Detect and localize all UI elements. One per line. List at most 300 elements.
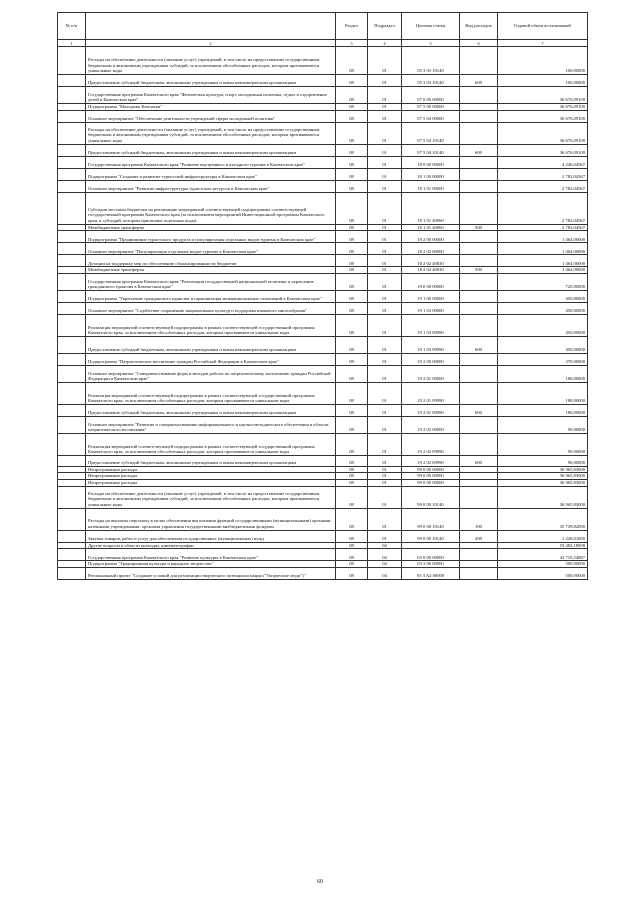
row-sum-cell: 36 676,09100 bbox=[498, 87, 588, 104]
row-csr-cell: 03 3 00 00000 bbox=[402, 561, 460, 568]
row-vr-cell bbox=[460, 353, 498, 365]
row-vr-cell bbox=[460, 290, 498, 302]
row-name-cell: Непрограммные расходы bbox=[86, 473, 336, 480]
row-sum-cell: 43 716,54887 bbox=[498, 549, 588, 561]
row-name-cell: Субсидии местным бюджетам на реализацию мероприятий соответствующей подпрограммы соответствующей государственной программы Камчатского края (за исключением мероприятий Инвестиционной программы Камчатского края, и субсидий, которым присвоены отдельные коды) bbox=[86, 192, 336, 224]
row-podrazdel-cell: 01 bbox=[368, 530, 402, 542]
row-sum-cell: 90,00000 bbox=[498, 455, 588, 466]
row-name-cell: Подпрограмма "Патриотическое воспитание граждан Российской Федерации в Камчатском крае" bbox=[86, 353, 336, 365]
header-podrazdel: Подраздел bbox=[368, 13, 402, 40]
row-csr-cell: 07 0 00 00000 bbox=[402, 87, 460, 104]
row-csr-cell bbox=[402, 542, 460, 549]
row-name-cell: Реализация мероприятий соответствующей подпрограммы в рамках соответствующей государственной программы Камчатского края, за исключением обособленных расходов, которым присваиваются уникальные коды bbox=[86, 314, 336, 336]
row-sum-cell: 2 782,04567 bbox=[498, 168, 588, 180]
col-number: 4 bbox=[368, 40, 402, 47]
header-row bbox=[58, 13, 588, 40]
row-podrazdel-cell: 01 bbox=[368, 255, 402, 267]
row-name-cell: Региональный проект "Создание условий для реализации творческого потенциала нации ("Творческие люди")" bbox=[86, 567, 336, 579]
row-num-cell bbox=[58, 231, 86, 243]
table-row bbox=[58, 224, 588, 231]
row-name-cell: Реализация мероприятий соответствующей подпрограммы в рамках соответствующей государственной программы Камчатского края, за исключением обособленных расходов, которым присваиваются уникальные коды bbox=[86, 382, 336, 404]
budget-table-sheet bbox=[57, 12, 587, 580]
row-vr-cell: 600 bbox=[460, 144, 498, 156]
row-csr-cell: 99 0 00 00000 bbox=[402, 473, 460, 480]
row-podrazdel-cell: 01 bbox=[368, 486, 402, 508]
row-razdel-cell: 08 bbox=[336, 353, 368, 365]
row-name-cell: Подпрограмма "Традиционная культура и народное творчество" bbox=[86, 561, 336, 568]
row-sum-cell: 2 782,04567 bbox=[498, 224, 588, 231]
row-sum-cell: 36 676,09100 bbox=[498, 122, 588, 144]
table-row bbox=[58, 486, 588, 508]
header-name bbox=[86, 13, 336, 40]
row-num-cell bbox=[58, 122, 86, 144]
row-csr-cell: 19 1 00 00000 bbox=[402, 290, 460, 302]
row-podrazdel-cell: 01 bbox=[368, 104, 402, 111]
table-row bbox=[58, 508, 588, 530]
row-vr-cell bbox=[460, 255, 498, 267]
table-row bbox=[58, 156, 588, 168]
row-podrazdel-cell: 01 bbox=[368, 479, 402, 486]
row-razdel-cell: 08 bbox=[336, 87, 368, 104]
row-vr-cell: 600 bbox=[460, 75, 498, 87]
row-vr-cell bbox=[460, 473, 498, 480]
row-vr-cell bbox=[460, 314, 498, 336]
table-row bbox=[58, 365, 588, 382]
table-row bbox=[58, 273, 588, 290]
row-podrazdel-cell: 01 bbox=[368, 314, 402, 336]
row-sum-cell: 36 965,83000 bbox=[498, 479, 588, 486]
table-row bbox=[58, 255, 588, 267]
row-vr-cell: 200 bbox=[460, 530, 498, 542]
row-podrazdel-cell: 04 bbox=[368, 542, 402, 549]
table-row bbox=[58, 433, 588, 455]
row-podrazdel-cell: 01 bbox=[368, 75, 402, 87]
row-csr-cell: 18 1 01 00000 bbox=[402, 180, 460, 192]
row-csr-cell: 03 0 00 00000 bbox=[402, 549, 460, 561]
table-row bbox=[58, 530, 588, 542]
row-razdel-cell: 08 bbox=[336, 47, 368, 75]
row-razdel-cell: 08 bbox=[336, 365, 368, 382]
row-podrazdel-cell: 01 bbox=[368, 473, 402, 480]
table-row bbox=[58, 549, 588, 561]
row-vr-cell bbox=[460, 156, 498, 168]
row-razdel-cell: 08 bbox=[336, 336, 368, 353]
row-vr-cell bbox=[460, 416, 498, 433]
row-num-cell bbox=[58, 416, 86, 433]
row-vr-cell bbox=[460, 87, 498, 104]
row-razdel-cell: 08 bbox=[336, 508, 368, 530]
row-name-cell: Расходы на обеспечение деятельности (оказание услуг) учреждений, в том числе на предоставление государственным бюджетным и автономным учреждениям субсидий, за исключением обособленных расходов, которым присваиваются уникальные коды bbox=[86, 122, 336, 144]
row-sum-cell: 500,00000 bbox=[498, 567, 588, 579]
table-row bbox=[58, 561, 588, 568]
col-number: 7 bbox=[498, 40, 588, 47]
table-row bbox=[58, 479, 588, 486]
row-sum-cell: 36 965,83000 bbox=[498, 473, 588, 480]
row-num-cell bbox=[58, 267, 86, 274]
row-razdel-cell: 08 bbox=[336, 180, 368, 192]
row-sum-cell: 1 464,00000 bbox=[498, 243, 588, 255]
table-row bbox=[58, 144, 588, 156]
table-row bbox=[58, 542, 588, 549]
row-vr-cell: 500 bbox=[460, 267, 498, 274]
row-num-cell bbox=[58, 180, 86, 192]
row-vr-cell: 600 bbox=[460, 336, 498, 353]
row-sum-cell: 720,00000 bbox=[498, 273, 588, 290]
row-sum-cell: 36 965,83000 bbox=[498, 486, 588, 508]
table-row bbox=[58, 243, 588, 255]
row-name-cell: Межбюджетные трансферты bbox=[86, 224, 336, 231]
row-num-cell bbox=[58, 365, 86, 382]
row-num-cell bbox=[58, 382, 86, 404]
row-razdel-cell: 08 bbox=[336, 243, 368, 255]
table-row bbox=[58, 122, 588, 144]
row-num-cell bbox=[58, 479, 86, 486]
col-number: 1 bbox=[58, 40, 86, 47]
row-razdel-cell: 08 bbox=[336, 231, 368, 243]
row-csr-cell: 18 0 00 00000 bbox=[402, 156, 460, 168]
row-name-cell: Подпрограмма "Укрепление гражданского единства и гармонизация межнациональных отношений в Камчатском крае" bbox=[86, 290, 336, 302]
table-row bbox=[58, 180, 588, 192]
row-sum-cell: 4 246,04567 bbox=[498, 156, 588, 168]
table-row bbox=[58, 290, 588, 302]
row-vr-cell bbox=[460, 302, 498, 314]
row-podrazdel-cell: 01 bbox=[368, 243, 402, 255]
row-vr-cell bbox=[460, 243, 498, 255]
row-name-cell: Непрограммные расходы bbox=[86, 479, 336, 486]
row-vr-cell: 100 bbox=[460, 508, 498, 530]
row-name-cell: Основное мероприятие "Совершенствование форм и методов работы по патриотическому воспитанию граждан Российской Федерации в Камчатском крае" bbox=[86, 365, 336, 382]
row-razdel-cell: 08 bbox=[336, 224, 368, 231]
row-name-cell: Другие вопросы в области культуры, кинематографии bbox=[86, 542, 336, 549]
row-num-cell bbox=[58, 243, 86, 255]
table-row bbox=[58, 104, 588, 111]
col-number: 5 bbox=[402, 40, 460, 47]
row-vr-cell bbox=[460, 549, 498, 561]
row-name-cell: Основное мероприятие "Развитие инфраструктуры туристских ресурсов в Камчатском крае" bbox=[86, 180, 336, 192]
header-sum: Годовой объем ассигнований bbox=[498, 13, 588, 40]
table-row bbox=[58, 404, 588, 416]
row-razdel-cell: 08 bbox=[336, 168, 368, 180]
row-vr-cell bbox=[460, 433, 498, 455]
row-podrazdel-cell: 01 bbox=[368, 290, 402, 302]
header-csr: Целевая статья bbox=[402, 13, 460, 40]
table-row bbox=[58, 567, 588, 579]
row-name-cell: Расходы на обеспечение деятельности (оказание услуг) учреждений, в том числе на предоставление государственным бюджетным и автономным учреждениям субсидий, за исключением обособленных расходов, которым присваиваются уникальные коды bbox=[86, 47, 336, 75]
table-row bbox=[58, 192, 588, 224]
row-podrazdel-cell: 01 bbox=[368, 455, 402, 466]
table-row bbox=[58, 47, 588, 75]
row-razdel-cell: 08 bbox=[336, 455, 368, 466]
row-podrazdel-cell: 01 bbox=[368, 144, 402, 156]
row-csr-cell: 05 3 03 10140 bbox=[402, 47, 460, 75]
row-sum-cell: 270,00000 bbox=[498, 353, 588, 365]
table-row bbox=[58, 168, 588, 180]
row-csr-cell: 19 0 00 00000 bbox=[402, 273, 460, 290]
row-razdel-cell: 08 bbox=[336, 104, 368, 111]
row-csr-cell: 99 0 00 00000 bbox=[402, 479, 460, 486]
row-razdel-cell: 08 bbox=[336, 75, 368, 87]
table-row bbox=[58, 473, 588, 480]
row-vr-cell bbox=[460, 486, 498, 508]
row-csr-cell: 05 3 03 10140 bbox=[402, 75, 460, 87]
row-num-cell bbox=[58, 466, 86, 473]
row-sum-cell: 1 464,00000 bbox=[498, 231, 588, 243]
row-sum-cell: 90,00000 bbox=[498, 433, 588, 455]
row-name-cell: Подпрограмма "Продвижение туристского продукта и популяризация отдельных видов туризма в Камчатском крае" bbox=[86, 231, 336, 243]
row-sum-cell: 36 965,83000 bbox=[498, 466, 588, 473]
row-num-cell bbox=[58, 508, 86, 530]
row-name-cell: Основное мероприятие "Содействие сохранению национальных культур и поддержка языкового многообразия" bbox=[86, 302, 336, 314]
row-sum-cell: 35 739,82000 bbox=[498, 508, 588, 530]
page-number: 60 bbox=[317, 879, 323, 885]
row-csr-cell: 18 1 01 40060 bbox=[402, 192, 460, 224]
row-num-cell bbox=[58, 542, 86, 549]
header-num: № п/п bbox=[58, 13, 86, 40]
row-razdel-cell: 08 bbox=[336, 473, 368, 480]
row-sum-cell: 1 464,00000 bbox=[498, 267, 588, 274]
col-number: 2 bbox=[86, 40, 336, 47]
row-sum-cell: 100,00000 bbox=[498, 75, 588, 87]
row-csr-cell: 19 2 00 00000 bbox=[402, 353, 460, 365]
row-csr-cell: 07 5 00 00000 bbox=[402, 104, 460, 111]
row-csr-cell: 19 2 01 00000 bbox=[402, 365, 460, 382]
row-csr-cell: 99 0 00 10140 bbox=[402, 508, 460, 530]
row-num-cell bbox=[58, 433, 86, 455]
row-csr-cell: 18 2 02 40030 bbox=[402, 255, 460, 267]
row-num-cell bbox=[58, 567, 86, 579]
row-csr-cell: 18 1 01 40060 bbox=[402, 224, 460, 231]
row-csr-cell: 19 1 03 00000 bbox=[402, 302, 460, 314]
row-vr-cell bbox=[460, 567, 498, 579]
row-csr-cell: 99 0 00 10140 bbox=[402, 530, 460, 542]
row-podrazdel-cell: 01 bbox=[368, 168, 402, 180]
row-podrazdel-cell: 01 bbox=[368, 122, 402, 144]
row-podrazdel-cell: 01 bbox=[368, 302, 402, 314]
row-name-cell: Государственная программа Камчатского края "Развитие культуры в Камчатском крае" bbox=[86, 549, 336, 561]
row-podrazdel-cell: 01 bbox=[368, 336, 402, 353]
row-vr-cell bbox=[460, 180, 498, 192]
row-podrazdel-cell: 01 bbox=[368, 224, 402, 231]
row-name-cell: Подпрограмма "Молодежь Камчатки" bbox=[86, 104, 336, 111]
row-num-cell bbox=[58, 302, 86, 314]
row-vr-cell bbox=[460, 273, 498, 290]
budget-table bbox=[57, 12, 588, 580]
row-vr-cell bbox=[460, 466, 498, 473]
row-num-cell bbox=[58, 110, 86, 122]
row-podrazdel-cell: 01 bbox=[368, 192, 402, 224]
table-row bbox=[58, 267, 588, 274]
row-sum-cell: 53 482,18098 bbox=[498, 542, 588, 549]
row-name-cell: Основное мероприятие "Развитие и совершенствование информационного и научно-методического обеспечения в области патриотического воспитания" bbox=[86, 416, 336, 433]
table-row bbox=[58, 382, 588, 404]
row-num-cell bbox=[58, 224, 86, 231]
row-csr-cell: 03 3 A2 00000 bbox=[402, 567, 460, 579]
row-csr-cell: 19 2 02 09990 bbox=[402, 433, 460, 455]
row-name-cell: Подпрограмма "Создание и развитие туристской инфраструктуры в Камчатском крае" bbox=[86, 168, 336, 180]
table-row bbox=[58, 336, 588, 353]
row-vr-cell bbox=[460, 110, 498, 122]
row-sum-cell: 1 226,01000 bbox=[498, 530, 588, 542]
row-num-cell bbox=[58, 168, 86, 180]
row-num-cell bbox=[58, 314, 86, 336]
row-vr-cell: 600 bbox=[460, 404, 498, 416]
row-num-cell bbox=[58, 156, 86, 168]
row-razdel-cell: 08 bbox=[336, 549, 368, 561]
row-sum-cell: 450,00000 bbox=[498, 314, 588, 336]
row-name-cell: Предоставление субсидий бюджетным, автономным учреждениям и иным некоммерческим организациям bbox=[86, 455, 336, 466]
row-razdel-cell: 08 bbox=[336, 302, 368, 314]
row-podrazdel-cell: 01 bbox=[368, 353, 402, 365]
table-row bbox=[58, 455, 588, 466]
row-podrazdel-cell: 01 bbox=[368, 87, 402, 104]
row-razdel-cell: 08 bbox=[336, 466, 368, 473]
row-razdel-cell: 08 bbox=[336, 273, 368, 290]
row-csr-cell: 19 1 03 09990 bbox=[402, 336, 460, 353]
row-sum-cell: 100,00000 bbox=[498, 47, 588, 75]
row-vr-cell bbox=[460, 192, 498, 224]
row-razdel-cell: 08 bbox=[336, 255, 368, 267]
row-vr-cell bbox=[460, 231, 498, 243]
table-row bbox=[58, 110, 588, 122]
row-sum-cell: 450,00000 bbox=[498, 290, 588, 302]
row-sum-cell: 180,00000 bbox=[498, 404, 588, 416]
table-row bbox=[58, 302, 588, 314]
table-row bbox=[58, 314, 588, 336]
row-csr-cell: 19 2 01 09990 bbox=[402, 404, 460, 416]
row-num-cell bbox=[58, 336, 86, 353]
row-vr-cell: 600 bbox=[460, 455, 498, 466]
row-csr-cell: 07 5 04 10140 bbox=[402, 144, 460, 156]
row-num-cell bbox=[58, 192, 86, 224]
col-number: 6 bbox=[460, 40, 498, 47]
row-name-cell: Непрограммные расходы bbox=[86, 466, 336, 473]
row-csr-cell: 18 2 02 40030 bbox=[402, 267, 460, 274]
row-sum-cell: 450,00000 bbox=[498, 302, 588, 314]
column-number-row bbox=[58, 40, 588, 47]
row-csr-cell: 07 5 04 10140 bbox=[402, 122, 460, 144]
table-row bbox=[58, 466, 588, 473]
row-num-cell bbox=[58, 561, 86, 568]
row-razdel-cell: 08 bbox=[336, 156, 368, 168]
row-podrazdel-cell: 01 bbox=[368, 508, 402, 530]
row-name-cell: Основное мероприятие "Обеспечение деятельности учреждений сферы молодежной политики" bbox=[86, 110, 336, 122]
row-sum-cell: 450,00000 bbox=[498, 336, 588, 353]
row-name-cell: Закупка товаров, работ и услуг для обеспечения государственных (муниципальных) нужд bbox=[86, 530, 336, 542]
row-csr-cell: 99 0 00 00000 bbox=[402, 466, 460, 473]
row-razdel-cell: 08 bbox=[336, 416, 368, 433]
row-csr-cell: 19 2 02 00000 bbox=[402, 416, 460, 433]
header-razdel: Раздел bbox=[336, 13, 368, 40]
row-num-cell bbox=[58, 75, 86, 87]
table-row bbox=[58, 87, 588, 104]
row-vr-cell bbox=[460, 365, 498, 382]
row-name-cell: Предоставление субсидий бюджетным, автономным учреждениям и иным некоммерческим организациям bbox=[86, 404, 336, 416]
row-num-cell bbox=[58, 255, 86, 267]
row-razdel-cell: 08 bbox=[336, 542, 368, 549]
row-num-cell bbox=[58, 549, 86, 561]
row-razdel-cell: 08 bbox=[336, 267, 368, 274]
row-podrazdel-cell: 01 bbox=[368, 365, 402, 382]
row-razdel-cell: 08 bbox=[336, 290, 368, 302]
row-vr-cell bbox=[460, 122, 498, 144]
row-name-cell: Дотации на поддержку мер по обеспечению сбалансированности бюджетов bbox=[86, 255, 336, 267]
row-razdel-cell: 08 bbox=[336, 144, 368, 156]
row-vr-cell bbox=[460, 542, 498, 549]
row-num-cell bbox=[58, 530, 86, 542]
row-num-cell bbox=[58, 455, 86, 466]
row-name-cell: Государственная программа Камчатского края "Физическая культура, спорт, молодежная политика, отдых и оздоровление детей в Камчатском крае" bbox=[86, 87, 336, 104]
table-row bbox=[58, 231, 588, 243]
table-row bbox=[58, 75, 588, 87]
row-podrazdel-cell: 01 bbox=[368, 231, 402, 243]
row-num-cell bbox=[58, 273, 86, 290]
row-sum-cell: 90,00000 bbox=[498, 416, 588, 433]
header-vr: Вид расходов bbox=[460, 13, 498, 40]
row-vr-cell: 500 bbox=[460, 224, 498, 231]
table-row bbox=[58, 416, 588, 433]
row-razdel-cell: 08 bbox=[336, 122, 368, 144]
row-sum-cell: 1 464,00000 bbox=[498, 255, 588, 267]
row-podrazdel-cell: 01 bbox=[368, 404, 402, 416]
row-name-cell: Расходы на выплаты персоналу в целях обеспечения выполнения функций государственными (муниципальными) органами, казенными учреждениями, органами управления государственными внебюджетными фондами bbox=[86, 508, 336, 530]
row-razdel-cell: 08 bbox=[336, 110, 368, 122]
row-name-cell: Реализация мероприятий соответствующей подпрограммы в рамках соответствующей государственной программы Камчатского края, за исключением обособленных расходов, которым присваиваются уникальные коды bbox=[86, 433, 336, 455]
row-podrazdel-cell: 01 bbox=[368, 466, 402, 473]
row-csr-cell: 19 2 02 09990 bbox=[402, 455, 460, 466]
row-podrazdel-cell: 01 bbox=[368, 110, 402, 122]
row-sum-cell: 500,00000 bbox=[498, 561, 588, 568]
row-name-cell: Предоставление субсидий бюджетным, автономным учреждениям и иным некоммерческим организациям bbox=[86, 144, 336, 156]
row-podrazdel-cell: 01 bbox=[368, 416, 402, 433]
row-vr-cell bbox=[460, 479, 498, 486]
row-num-cell bbox=[58, 144, 86, 156]
row-sum-cell: 36 676,09100 bbox=[498, 144, 588, 156]
row-razdel-cell: 08 bbox=[336, 561, 368, 568]
row-csr-cell: 19 1 03 09990 bbox=[402, 314, 460, 336]
row-razdel-cell: 08 bbox=[336, 433, 368, 455]
row-podrazdel-cell: 01 bbox=[368, 433, 402, 455]
row-num-cell bbox=[58, 404, 86, 416]
col-number: 3 bbox=[336, 40, 368, 47]
row-sum-cell: 180,00000 bbox=[498, 365, 588, 382]
row-vr-cell bbox=[460, 168, 498, 180]
row-vr-cell bbox=[460, 104, 498, 111]
row-razdel-cell: 08 bbox=[336, 530, 368, 542]
row-num-cell bbox=[58, 87, 86, 104]
row-csr-cell: 99 0 00 10140 bbox=[402, 486, 460, 508]
row-podrazdel-cell: 04 bbox=[368, 561, 402, 568]
row-podrazdel-cell: 01 bbox=[368, 382, 402, 404]
row-num-cell bbox=[58, 290, 86, 302]
row-razdel-cell: 08 bbox=[336, 486, 368, 508]
row-num-cell bbox=[58, 104, 86, 111]
row-vr-cell bbox=[460, 382, 498, 404]
row-razdel-cell: 08 bbox=[336, 192, 368, 224]
row-podrazdel-cell: 01 bbox=[368, 267, 402, 274]
row-razdel-cell: 08 bbox=[336, 404, 368, 416]
table-row bbox=[58, 353, 588, 365]
row-csr-cell: 18 1 00 00000 bbox=[402, 168, 460, 180]
row-vr-cell bbox=[460, 561, 498, 568]
row-csr-cell: 18 2 00 00000 bbox=[402, 231, 460, 243]
row-podrazdel-cell: 01 bbox=[368, 180, 402, 192]
row-num-cell bbox=[58, 473, 86, 480]
row-sum-cell: 2 782,04567 bbox=[498, 180, 588, 192]
row-num-cell bbox=[58, 486, 86, 508]
row-name-cell: Расходы на обеспечение деятельности (оказание услуг) учреждений, в том числе на предоставление государственным бюджетным и автономным учреждениям субсидий, за исключением обособленных расходов, которым присваиваются уникальные коды bbox=[86, 486, 336, 508]
row-sum-cell: 36 676,09100 bbox=[498, 110, 588, 122]
row-razdel-cell: 08 bbox=[336, 567, 368, 579]
